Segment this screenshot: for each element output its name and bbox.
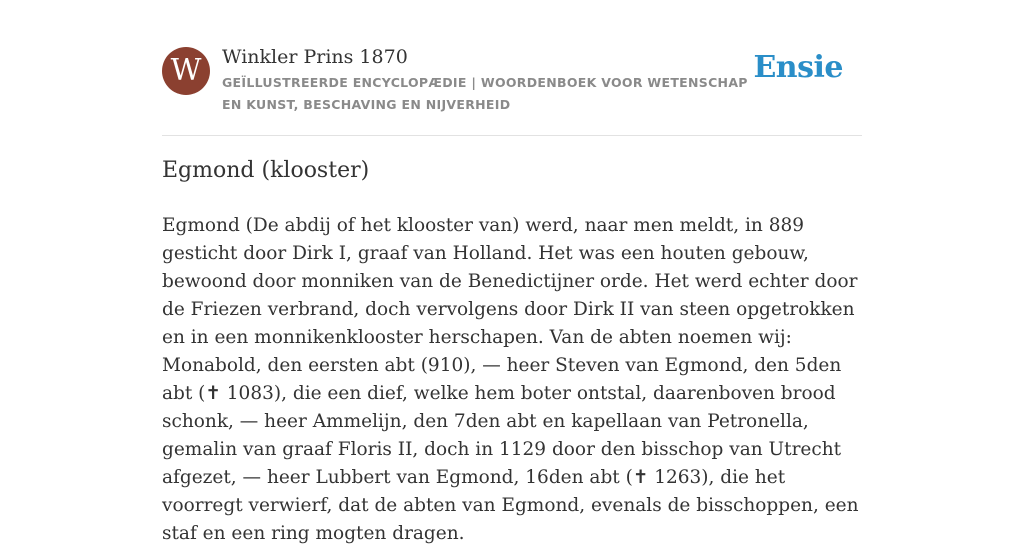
article-body: Egmond (De abdij of het klooster van) werd, naar men meldt, in 889 gesticht door Dirk I, graaf van Holland. Het was een houten gebouw, bewoond door monniken van de Benedictijner orde. Het werd echter door de Friezen verbrand, doch vervolgens door Dirk II van steen opgetrokken en in een monnikenklooster herschapen. Van de abten noemen wij: Monabold, den eersten abt (910), — heer Steven van Egmond, den 5den abt (✝ 1083), die een dief, welke hem boter ontstal, daarenboven brood schonk, — heer Ammelijn, den 7den abt en kapellaan van Petronella, gemalin van graaf Floris II, doch in 1129 door den bisschop van Utrecht afgezet, — heer Lubbert van Egmond, 16den abt (✝ 1263), die het voorregt verwierf, dat de abten van Egmond, evenals de bisschoppen, een staf en een ring mogten dragen.: [162, 215, 859, 544]
source-subtitle: GEÏLLUSTREERDE ENCYCLOPÆDIE | WOORDENBOEK VOOR WETENSCHAP EN KUNST, BESCHAVING EN NIJVERHEID: [222, 75, 748, 112]
header-divider: [162, 135, 862, 136]
source-title[interactable]: Winkler Prins 1870: [222, 46, 408, 68]
article-title: Egmond (klooster): [162, 158, 370, 183]
brand-logo-link[interactable]: Ensie: [753, 50, 843, 85]
source-header: [162, 44, 862, 135]
source-avatar[interactable]: W: [162, 47, 210, 95]
